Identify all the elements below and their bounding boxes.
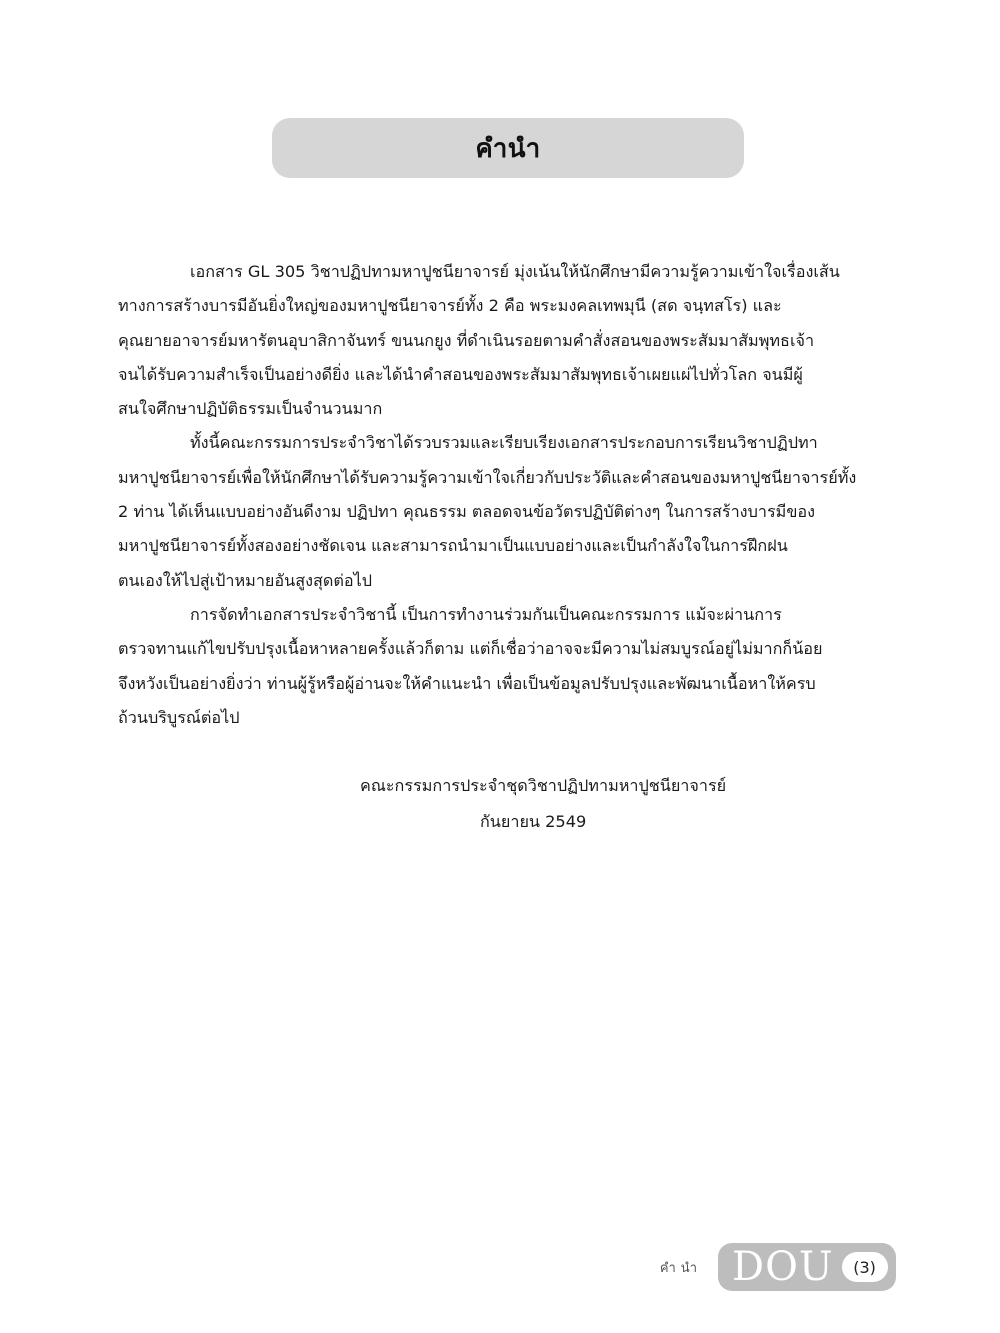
paragraph-2	[118, 426, 894, 597]
paragraph-3	[118, 598, 894, 735]
paragraph-line: ทั้งนี้คณะกรรมการประจำวิชาได้รวบรวมและเรียบเรียงเอกสารประกอบการเรียนวิชาปฏิปทา	[190, 433, 818, 453]
paragraph-line: จนได้รับความสำเร็จเป็นอย่างดียิ่ง และได้นำคำสอนของพระสัมมาสัมพุทธเจ้าเผยแผ่ไปทั่วโลก จนมีผู้	[118, 364, 803, 384]
paragraph-line: 2 ท่าน ได้เห็นแบบอย่างอันดีงาม ปฏิปทา คุณธรรม ตลอดจนข้อวัตรปฏิบัติต่างๆ ในการสร้างบารมีของ	[118, 502, 816, 522]
page-number: (3)	[842, 1252, 888, 1282]
paragraph-line: การจัดทำเอกสารประจำวิชานี้ เป็นการทำงานร่วมกันเป็นคณะกรรมการ แม้จะผ่านการ	[190, 604, 782, 624]
preface-body	[118, 255, 894, 735]
footer-badge	[718, 1243, 896, 1291]
dou-logo: DOU	[732, 1244, 834, 1290]
page-footer	[660, 1243, 896, 1291]
paragraph-line: คุณยายอาจารย์มหารัตนอุบาสิกาจันทร์ ขนนกยูง ที่ดำเนินรอยตามคำสั่งสอนของพระสัมมาสัมพุทธเจ้า	[118, 330, 815, 350]
paragraph-line: จึงหวังเป็นอย่างยิ่งว่า ท่านผู้รู้หรือผู้อ่านจะให้คำแนะนำ เพื่อเป็นข้อมูลปรับปรุงและพัฒนาเนื้อหาให้ครบ	[118, 673, 816, 693]
footer-section-label: คำนำ	[659, 1260, 702, 1276]
paragraph-1	[118, 255, 894, 426]
page-title: คำนำ	[475, 133, 541, 164]
title-banner	[272, 118, 744, 178]
paragraph-line: เอกสาร GL 305 วิชาปฏิปทามหาปูชนียาจารย์ มุ่งเน้นให้นักศึกษามีความรู้ความเข้าใจเรื่องเส้น	[190, 262, 840, 281]
paragraph-line: ตรวจทานแก้ไขปรับปรุงเนื้อหาหลายครั้งแล้วก็ตาม แต่ก็เชื่อว่าอาจจะมีความไม่สมบูรณ์อยู่ไม่มากก็น้อย	[118, 639, 823, 659]
paragraph-line: มหาปูชนียาจารย์ทั้งสองอย่างชัดเจน และสามารถนำมาเป็นแบบอย่างและเป็นกำลังใจในการฝึกฝน	[118, 536, 788, 556]
paragraph-line: ตนเองให้ไปสู่เป้าหมายอันสูงสุดต่อไป	[118, 570, 373, 590]
paragraph-line: ถ้วนบริบูรณ์ต่อไป	[118, 707, 240, 727]
paragraph-line: ทางการสร้างบารมีอันยิ่งใหญ่ของมหาปูชนียาจารย์ทั้ง 2 คือ พระมงคลเทพมุนี (สด จนฺทสโร) และ	[118, 296, 782, 316]
signature-committee: คณะกรรมการประจำชุดวิชาปฏิปทามหาปูชนียาจารย์	[360, 776, 727, 795]
signature-date: กันยายน 2549	[480, 812, 587, 831]
paragraph-line: สนใจศึกษาปฏิบัติธรรมเป็นจำนวนมาก	[118, 399, 383, 419]
paragraph-line: มหาปูชนียาจารย์เพื่อให้นักศึกษาได้รับความรู้ความเข้าใจเกี่ยวกับประวัติและคำสอนของมหาปูชนียาจารย์ทั้ง	[118, 467, 857, 487]
